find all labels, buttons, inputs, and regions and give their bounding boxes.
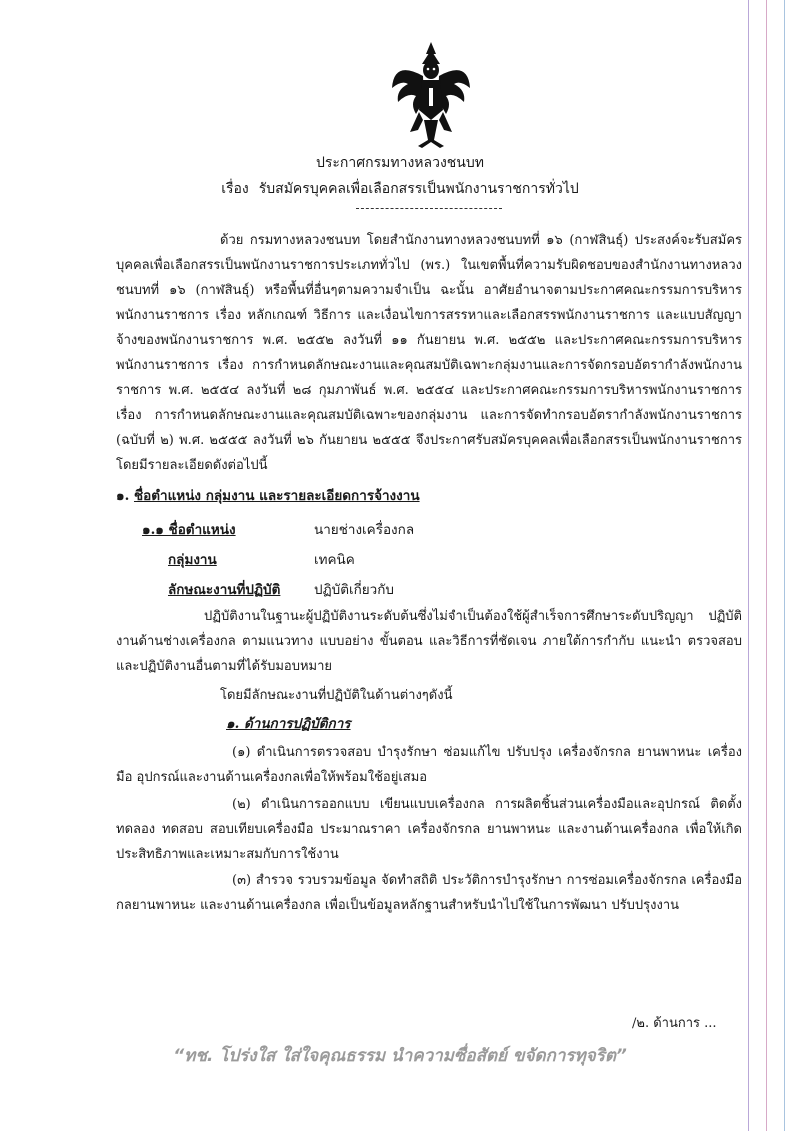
position-value: นายช่างเครื่องกล [314, 522, 415, 538]
motto-footer: “ทช. โปร่งใส ใส่ใจคุณธรรม นำความซื่อสัตย์ ขจัดการทุจริต” [173, 1046, 627, 1066]
garuda-emblem-icon [388, 40, 474, 150]
duty-label: ลักษณะงานที่ปฏิบัติ [168, 582, 281, 598]
duty-paragraph: ปฏิบัติงานในฐานะผู้ปฏิบัติงานระดับต้นซึ่งไม่จำเป็นต้องใช้ผู้สำเร็จการศึกษาระดับปริญญา ปฏิบัติงานด้านช่างเครื่องกล ตามแนวทาง แบบอย่าง ขั้นตอน และวิธีการที่ชัดเจน ภายใต้การกำกับ แนะนำ ตรวจสอบ และปฏิบัติงานอื่นตามที่ได้รับมอบหมาย [116, 609, 742, 674]
operations-item-3: (๓) สำรวจ รวบรวมข้อมูล จัดทำสถิติ ประวัติการบำรุงรักษา การซ่อมเครื่องจักรกล เครื่องมือกลยานพาหนะ และงานด้านเครื่องกล เพื่อเป็นข้อมูลหลักฐานสำหรับนำไปใช้ในการพัฒนา ปรับปรุงงาน [116, 873, 742, 913]
operations-subheading: ๑. ด้านการปฏิบัติการ [226, 716, 351, 732]
duty-value: ปฏิบัติเกี่ยวกับ [314, 582, 394, 598]
subject-text: รับสมัครบุคคลเพื่อเลือกสรรเป็นพนักงานราชการทั่วไป [258, 181, 579, 197]
section-1-number: ๑. [116, 488, 130, 504]
duty-label-row [168, 578, 280, 600]
position-label: ๑.๑ ชื่อตำแหน่ง [142, 522, 236, 538]
group-label: กลุ่มงาน [168, 552, 217, 568]
section-1-title: ชื่อตำแหน่ง กลุ่มงาน และรายละเอียดการจ้างงาน [133, 488, 420, 504]
operations-item-2: (๒) ดำเนินการออกแบบ เขียนแบบเครื่องกล การผลิตชิ้นส่วนเครื่องมือและอุปกรณ์ ติดตั้ง ทดลอง ทดสอบ สอบเทียบเครื่องมือ ประมาณราคา เครื่องจักรกล ยานพาหนะ และงานด้านเครื่องกล เพื่อให้เกิดประสิทธิภาพและเหมาะสมกับการใช้งาน [116, 797, 742, 862]
next-page-marker: /๒. ด้านการ ... [632, 1016, 717, 1031]
duty-intro-line: โดยมีลักษณะงานที่ปฏิบัติในด้านต่างๆดังนี้ [220, 688, 453, 703]
operations-item-1: (๑) ดำเนินการตรวจสอบ บำรุงรักษา ซ่อมแก้ไข ปรับปรุง เครื่องจักรกล ยานพาหนะ เครื่องมือ อุปกรณ์และงานด้านเครื่องกลเพื่อให้พร้อมใช้อยู่เสมอ [116, 745, 742, 785]
title-divider [356, 208, 502, 209]
intro-paragraph: ด้วย กรมทางหลวงชนบท โดยสำนักงานทางหลวงชนบทที่ ๑๖ (กาฬสินธุ์) ประสงค์จะรับสมัครบุคคลเพื่อเลือกสรรเป็นพนักงานราชการประเภททั่วไป (พร.) ในเขตพื้นที่ความรับผิดชอบของสำนักงานทางหลวงชนบทที่ ๑๖ (กาฬสินธุ์) หรือพื้นที่อื่นๆตามความจำเป็น ฉะนั้น อาศัยอำนาจตามประกาศคณะกรรมการบริหารพนักงานราชการ เรื่อง หลักเกณฑ์ วิธีการ และเงื่อนไขการสรรหาและเลือกสรรพนักงานราชการ และแบบสัญญาจ้างของพนักงานราชการ พ.ศ. ๒๕๕๒ ลงวันที่ ๑๑ กันยายน พ.ศ. ๒๕๕๒ และประกาศคณะกรรมการบริหารพนักงานราชการ เรื่อง การกำหนดลักษณะงานและคุณสมบัติเฉพาะกลุ่มงานและการจัดกรอบอัตรากำลังพนักงานราชการ พ.ศ. ๒๕๕๔ ลงวันที่ ๒๘ กุมภาพันธ์ พ.ศ. ๒๕๕๔ และประกาศคณะกรรมการบริหารพนักงานราชการ เรื่อง การกำหนดลักษณะงานและคุณสมบัติเฉพาะของกลุ่มงาน และการจัดทำกรอบอัตรากำลังพนักงานราชการ (ฉบับที่ ๒) พ.ศ. ๒๕๕๕ ลงวันที่ ๒๖ กันยายน ๒๕๕๕ จึงประกาศรับสมัครบุคคลเพื่อเลือกสรรเป็นพนักงานราชการ โดยมีรายละเอียดดังต่อไปนี้ [116, 233, 742, 473]
section-1-heading [116, 484, 420, 506]
group-label-row [168, 548, 217, 570]
position-label-row [142, 518, 236, 540]
announcement-title: ประกาศกรมทางหลวงชนบท [316, 155, 484, 171]
group-value: เทคนิค [314, 552, 355, 568]
subject-label: เรื่อง [221, 181, 249, 197]
announcement-subject [0, 178, 800, 200]
